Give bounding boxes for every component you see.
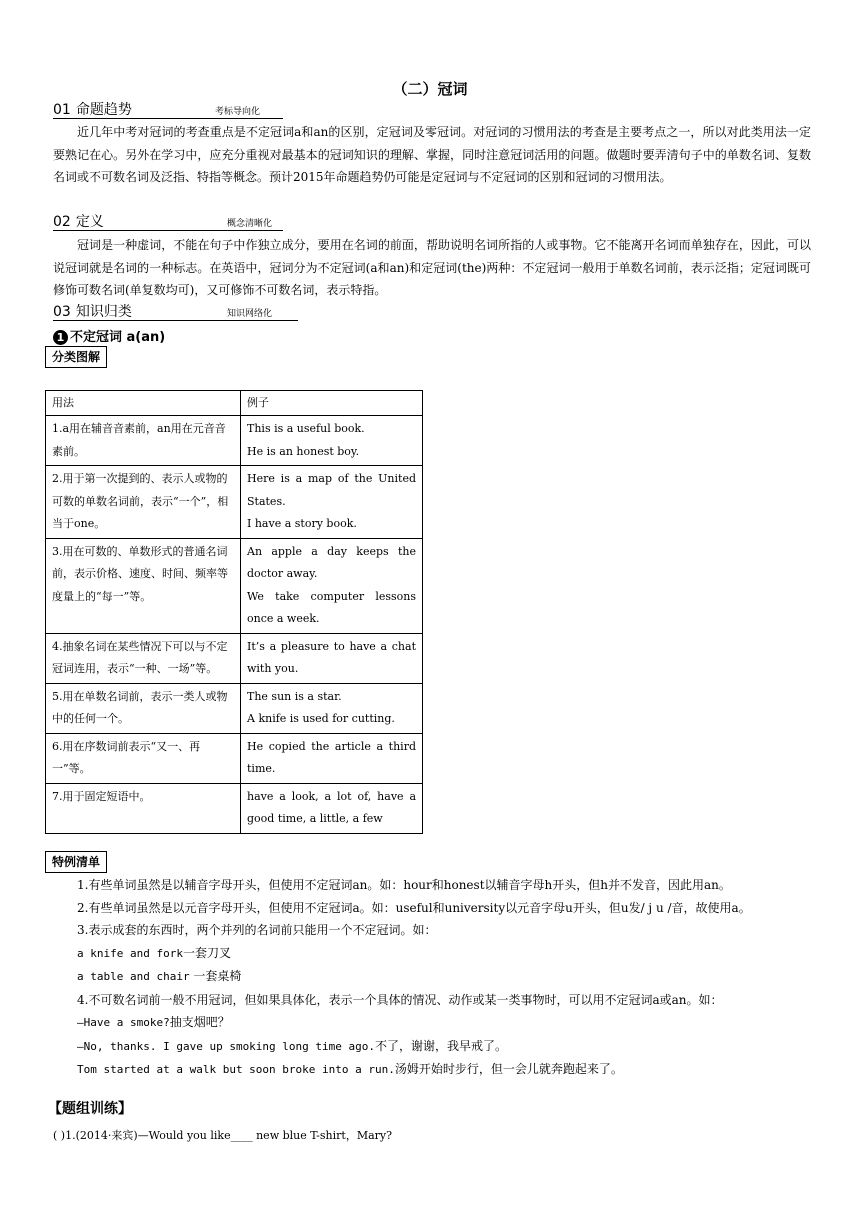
example-sentence: He is an honest boy. (247, 444, 360, 458)
special-item-1: 1.有些单词虽然是以辅音字母开头，但使用不定冠词an。如：hour和honest以辅音字母h开头，但h并不发音，因此用an。 (77, 878, 731, 892)
examples-cell (241, 783, 423, 833)
example-english: —Have a smoke? (77, 1016, 170, 1029)
usage-cell: 7.用于固定短语中。 (46, 783, 241, 833)
section-subtitle: 考标导向化 (215, 107, 261, 117)
section-heading-trend (53, 99, 260, 119)
examples-cell (241, 466, 423, 539)
example-english: Tom started at a walk but soon broke into a run. (77, 1063, 395, 1076)
example-line (53, 965, 811, 989)
example-chinese: 汤姆开始时步行，但一会儿就奔跑起来了。 (394, 1062, 623, 1076)
example-line (53, 942, 811, 966)
example-chinese: 一套桌椅 (189, 969, 242, 983)
section-number: 01 (53, 102, 71, 118)
examples-cell (241, 416, 423, 466)
table-row (46, 783, 423, 833)
examples-cell (241, 538, 423, 633)
examples-cell (241, 733, 423, 783)
example-chinese: 抽支烟吧？ (169, 1015, 230, 1029)
table-row (46, 466, 423, 539)
special-item-4: 4.不可数名词前一般不用冠词，但如果具体化，表示一个具体的情况、动作或某一类事物时，可以用不定冠词a或an。如： (77, 992, 723, 1007)
example-sentence: have a look, a lot of, have a good time, a little, a few (247, 789, 416, 825)
special-item-3: 3.表示成套的东西时，两个并列的名词前只能用一个不定冠词。如： (77, 923, 437, 937)
dialogue-line (53, 1011, 811, 1035)
example-sentence: We take computer lessons once a week. (247, 589, 416, 625)
table-row (46, 683, 423, 733)
examples-cell (241, 633, 423, 683)
table-header-examples: 例子 (241, 391, 423, 416)
example-sentence: An apple a day keeps the doctor away. (247, 544, 416, 580)
page-title: （二）冠词 (392, 80, 468, 98)
section-underline (53, 320, 298, 321)
example-sentence: I have a story book. (247, 517, 357, 530)
section-number: 03 (53, 304, 71, 320)
example-chinese: 不了，谢谢，我早戒了。 (375, 1038, 508, 1053)
table-row (46, 416, 423, 466)
usage-table (45, 390, 423, 834)
section-title: 命题趋势 (75, 102, 132, 118)
section-heading-definition (53, 211, 272, 231)
example-english: a table and chair (77, 970, 190, 983)
trend-paragraph: 近几年中考对冠词的考查重点是不定冠词a和an的区别，定冠词及零冠词。对冠词的习惯用法的考查是主要考点之一，所以对此类用法一定要熟记在心。另外在学习中，应充分重视对最基本的冠词知识的理解、掌握，同时注意冠词活用的问题。做题时要弄清句子中的单数名词、复数名词或不可数名词及泛指、特指等概念。预计2015年命题趋势仍可能是定冠词与不定冠词的区别和冠词的习惯用法。 (53, 125, 811, 184)
example-sentence: A knife is used for cutting. (247, 712, 395, 725)
special-cases-list (53, 874, 811, 1082)
example-sentence: He copied the article a third time. (247, 739, 416, 775)
practice-heading: 【题组训练】 (48, 1101, 132, 1117)
example-sentence: This is a useful book. (247, 422, 365, 435)
section-underline (53, 118, 283, 119)
table-row (46, 733, 423, 783)
example-sentence: It’s a pleasure to have a chat with you. (247, 639, 416, 675)
section-underline (53, 230, 283, 231)
example-chinese: 一套刀叉 (182, 945, 231, 960)
box-label-special-cases: 特例清单 (45, 851, 107, 873)
section-subtitle: 概念清晰化 (227, 219, 273, 229)
example-english: a knife and fork (77, 946, 183, 960)
table-header-row (46, 391, 423, 416)
table-header-usage: 用法 (46, 391, 241, 416)
usage-cell: 4.抽象名词在某些情况下可以与不定冠词连用，表示“一种、一场”等。 (46, 633, 241, 683)
section-title: 定义 (75, 214, 104, 230)
table-row (46, 633, 423, 683)
section-title: 知识归类 (75, 304, 132, 320)
example-sentence: The sun is a star. (247, 689, 342, 703)
question-1: ( )1.(2014·来宾)—Would you like____ new blue T-shirt，Mary? (53, 1129, 393, 1142)
usage-cell: 5.用在单数名词前，表示一类人或物中的任何一个。 (46, 683, 241, 733)
usage-cell: 1.a用在辅音音素前，an用在元音音素前。 (46, 416, 241, 466)
dialogue-line (53, 1035, 811, 1059)
box-label-classification: 分类图解 (45, 346, 107, 368)
subsection-title: 不定冠词 a(an) (70, 330, 166, 345)
special-item-2: 2.有些单词虽然是以元音字母开头，但使用不定冠词a。如：useful和university以元音字母u开头，但u发/ j u /音，故使用a。 (77, 900, 751, 915)
section-heading-knowledge (53, 301, 272, 321)
subsection-heading (53, 326, 165, 345)
usage-cell: 3.用在可数的、单数形式的普通名词前，表示价格、速度、时间、频率等度量上的“每一”等。 (46, 538, 241, 633)
example-sentence: Here is a map of the United States. (247, 472, 416, 508)
numbered-circle-icon: 1 (53, 330, 68, 345)
definition-paragraph: 冠词是一种虚词，不能在句子中作独立成分，要用在名词的前面，帮助说明名词所指的人或事物。它不能离开名词而单独存在，因此，可以说冠词就是名词的一种标志。在英语中，冠词分为不定冠词(a和an)和定冠词(the)两种：不定冠词一般用于单数名词前，表示泛指；定冠词既可修饰可数名词(单复数均可)，又可修饰不可数名词，表示特指。 (53, 238, 811, 297)
section-number: 02 (53, 214, 71, 230)
usage-cell: 6.用在序数词前表示“又一、再一”等。 (46, 733, 241, 783)
example-english: —No, thanks. I gave up smoking long time ago. (77, 1039, 376, 1053)
section-subtitle: 知识网络化 (227, 309, 273, 319)
examples-cell (241, 683, 423, 733)
example-line (53, 1058, 811, 1082)
table-row (46, 538, 423, 633)
usage-cell: 2.用于第一次提到的、表示人或物的可数的单数名词前，表示“一个”，相当于one。 (46, 466, 241, 539)
